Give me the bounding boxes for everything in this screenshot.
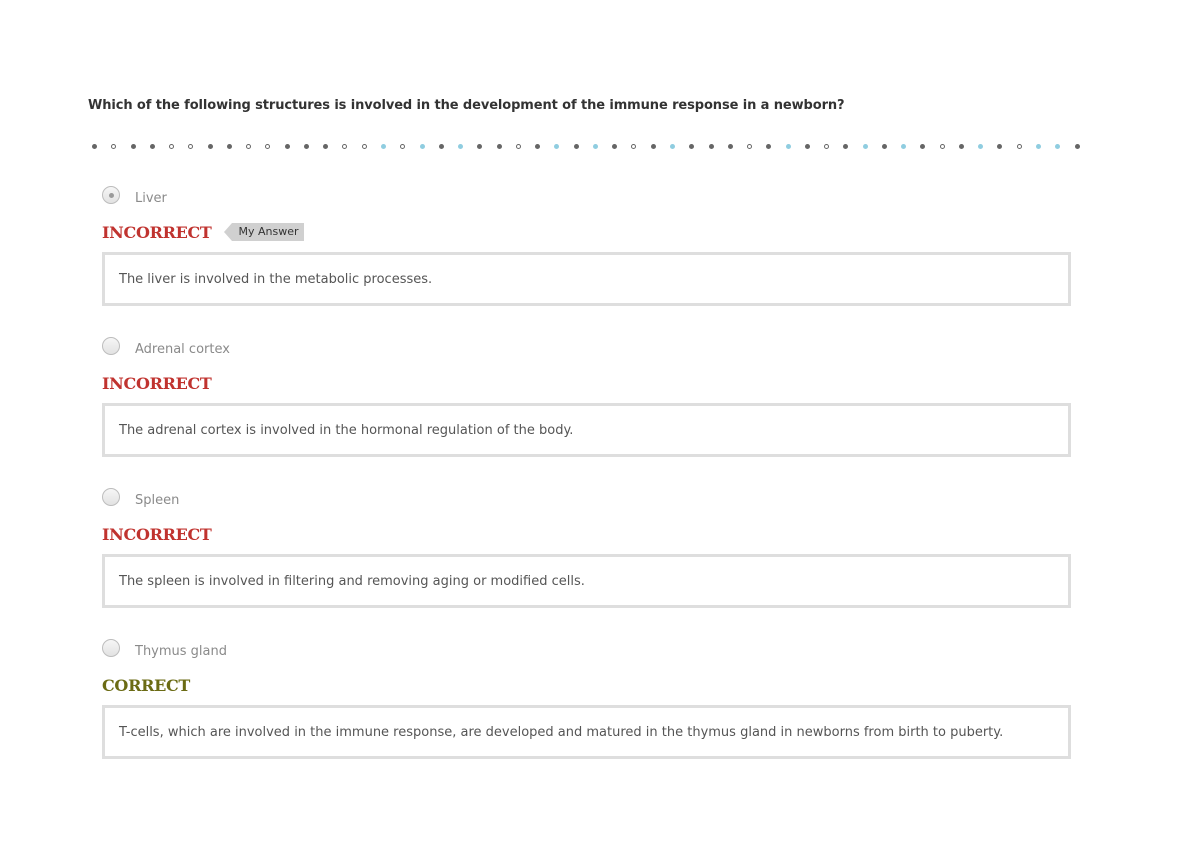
progress-dot bbox=[150, 144, 155, 149]
radio-spleen[interactable] bbox=[102, 488, 120, 506]
progress-dots bbox=[92, 141, 1080, 151]
progress-dot bbox=[978, 144, 983, 149]
option-thymus-gland bbox=[102, 636, 1072, 759]
progress-dot bbox=[497, 144, 502, 149]
progress-dot bbox=[959, 144, 964, 149]
progress-dot bbox=[188, 144, 193, 149]
progress-dot bbox=[285, 144, 290, 149]
option-adrenal-cortex bbox=[102, 334, 1072, 457]
progress-dot bbox=[381, 144, 386, 149]
progress-dot bbox=[901, 144, 906, 149]
progress-dot bbox=[208, 144, 213, 149]
progress-dot bbox=[920, 144, 925, 149]
progress-dot bbox=[400, 144, 405, 149]
feedback-text: The adrenal cortex is involved in the hormonal regulation of the body. bbox=[119, 422, 574, 438]
progress-dot bbox=[824, 144, 829, 149]
progress-dot bbox=[323, 144, 328, 149]
progress-dot bbox=[420, 144, 425, 149]
feedback-text: The spleen is involved in filtering and removing aging or modified cells. bbox=[119, 573, 585, 589]
progress-dot bbox=[612, 144, 617, 149]
option-label[interactable]: Liver bbox=[135, 190, 167, 206]
option-label[interactable]: Adrenal cortex bbox=[135, 341, 230, 357]
progress-dot bbox=[709, 144, 714, 149]
progress-dot bbox=[747, 144, 752, 149]
progress-dot bbox=[843, 144, 848, 149]
radio-liver[interactable] bbox=[102, 186, 120, 204]
progress-dot bbox=[111, 144, 116, 149]
progress-dot bbox=[227, 144, 232, 149]
progress-dot bbox=[362, 144, 367, 149]
progress-dot bbox=[458, 144, 463, 149]
progress-dot bbox=[593, 144, 598, 149]
verdict-label: CORRECT bbox=[102, 675, 191, 695]
progress-dot bbox=[786, 144, 791, 149]
progress-dot bbox=[554, 144, 559, 149]
feedback-box bbox=[102, 705, 1071, 759]
option-label[interactable]: Spleen bbox=[135, 492, 180, 508]
radio-thymus-gland[interactable] bbox=[102, 639, 120, 657]
radio-adrenal-cortex[interactable] bbox=[102, 337, 120, 355]
feedback-text: T-cells, which are involved in the immune response, are developed and matured in the thymus gland in newborns from birth to puberty. bbox=[119, 724, 1004, 740]
feedback-box bbox=[102, 252, 1071, 306]
progress-dot bbox=[265, 144, 270, 149]
progress-dot bbox=[342, 144, 347, 149]
progress-dot bbox=[477, 144, 482, 149]
progress-dot bbox=[766, 144, 771, 149]
progress-dot bbox=[631, 144, 636, 149]
progress-dot bbox=[728, 144, 733, 149]
progress-dot bbox=[863, 144, 868, 149]
progress-dot bbox=[535, 144, 540, 149]
option-label[interactable]: Thymus gland bbox=[135, 643, 228, 659]
progress-dot bbox=[651, 144, 656, 149]
feedback-text: The liver is involved in the metabolic processes. bbox=[119, 271, 433, 287]
verdict-label: INCORRECT bbox=[102, 373, 212, 393]
progress-dot bbox=[997, 144, 1002, 149]
progress-dot bbox=[304, 144, 309, 149]
option-liver bbox=[102, 183, 1072, 306]
question-text: Which of the following structures is involved in the development of the immune response in a newborn? bbox=[88, 98, 845, 113]
progress-dot bbox=[574, 144, 579, 149]
feedback-box bbox=[102, 554, 1071, 608]
progress-dot bbox=[670, 144, 675, 149]
progress-dot bbox=[1036, 144, 1041, 149]
progress-dot bbox=[1075, 144, 1080, 149]
progress-dot bbox=[689, 144, 694, 149]
my-answer-tag: My Answer bbox=[232, 223, 304, 241]
verdict-label: INCORRECT bbox=[102, 222, 212, 242]
progress-dot bbox=[805, 144, 810, 149]
progress-dot bbox=[439, 144, 444, 149]
progress-dot bbox=[169, 144, 174, 149]
feedback-box bbox=[102, 403, 1071, 457]
verdict-label: INCORRECT bbox=[102, 524, 212, 544]
progress-dot bbox=[246, 144, 251, 149]
progress-dot bbox=[1055, 144, 1060, 149]
progress-dot bbox=[882, 144, 887, 149]
progress-dot bbox=[131, 144, 136, 149]
progress-dot bbox=[1017, 144, 1022, 149]
option-spleen bbox=[102, 485, 1072, 608]
progress-dot bbox=[92, 144, 97, 149]
progress-dot bbox=[516, 144, 521, 149]
progress-dot bbox=[940, 144, 945, 149]
